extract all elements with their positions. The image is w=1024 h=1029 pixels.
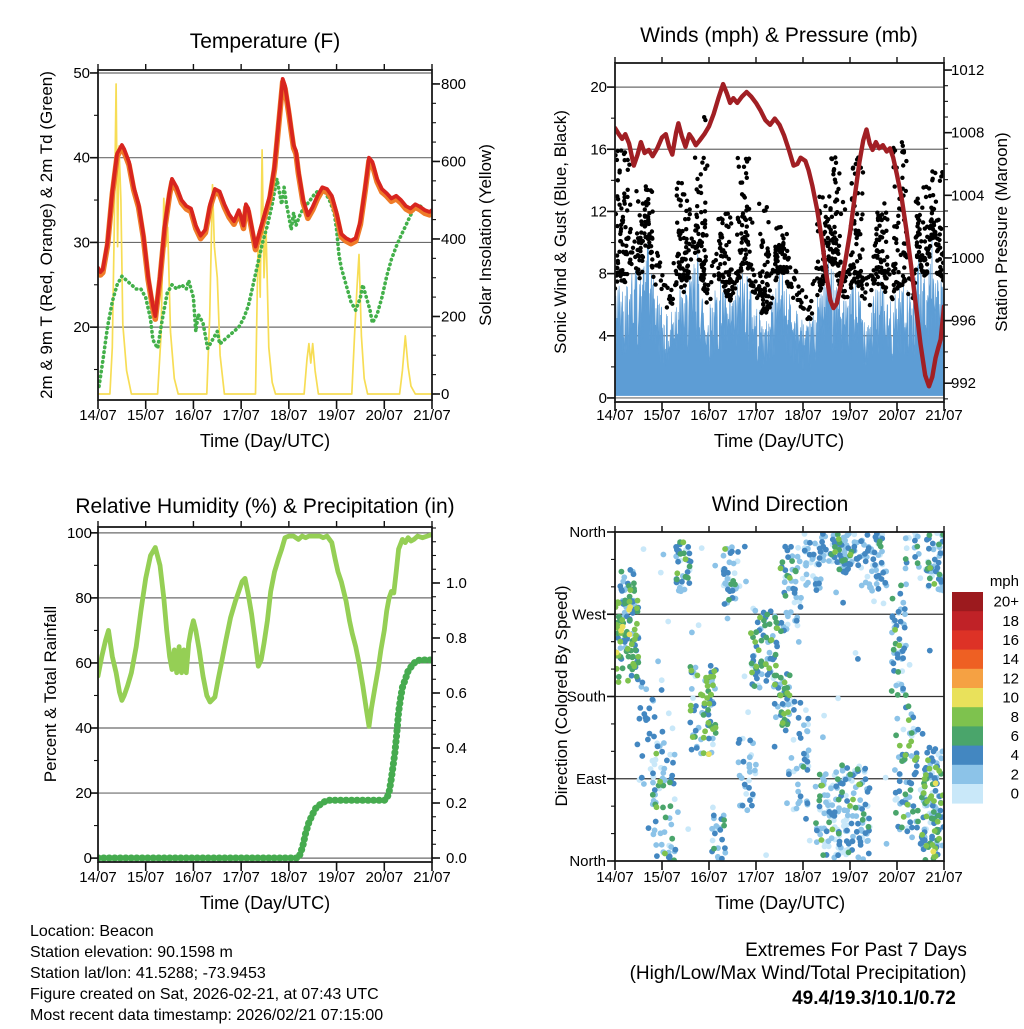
speed-colorbar (952, 592, 1019, 804)
axis-tick-label: 8 (598, 265, 607, 283)
axis-tick-label: 60 (75, 654, 92, 672)
x-tick-label: 15/07 (643, 407, 681, 424)
axis-tick-label: 16 (590, 141, 607, 159)
axis-tick-label: 0 (441, 385, 450, 403)
axis-tick-label: 100 (66, 524, 92, 542)
colorbar-label: 18 (1002, 612, 1019, 630)
axis-tick-label: 1004 (951, 187, 985, 205)
colorbar-label: 6 (1010, 728, 1019, 745)
winds-ylabel-left: Sonic Wind & Gust (Blue, Black) (551, 110, 570, 354)
extremes-values: 49.4/19.3/10.1/0.72 (792, 988, 956, 1009)
colorbar-label: 0 (1010, 785, 1019, 803)
axis-tick-label: 1.0 (446, 574, 467, 592)
winds-pressure-chart (590, 57, 984, 424)
x-tick-label: 15/07 (126, 869, 165, 886)
x-tick-label: 21/07 (925, 407, 963, 424)
colorbar-label: 16 (1002, 632, 1019, 649)
wind-direction-title: Wind Direction (711, 493, 849, 516)
axis-tick-label: 12 (590, 203, 607, 221)
station-elevation: Station elevation: 90.1598 m (30, 944, 233, 961)
chart-layers (67, 57, 1019, 886)
x-tick-label: 17/07 (737, 869, 775, 886)
x-tick-label: 18/07 (784, 869, 822, 886)
x-tick-label: 19/07 (317, 869, 356, 886)
axis-tick-label: 400 (441, 230, 467, 248)
total-rainfall-line (98, 660, 432, 858)
colorbar-title: mph (989, 573, 1019, 590)
x-tick-label: 16/07 (174, 869, 213, 886)
axis-tick-label: 996 (951, 312, 977, 330)
axis-tick-label: 0.4 (446, 740, 467, 758)
x-tick-label: 21/07 (413, 407, 451, 424)
x-tick-label: 19/07 (317, 407, 356, 424)
colorbar-label: 4 (1010, 747, 1019, 765)
axis-tick-label: North (569, 853, 606, 870)
wind-direction-chart (567, 524, 963, 886)
x-tick-label: 15/07 (126, 407, 165, 424)
figure-created-timestamp: Figure created on Sat, 2026-02-21, at 07:43 UTC (30, 986, 379, 1003)
axis-tick-label: 800 (441, 75, 467, 93)
colorbar-label: 8 (1010, 708, 1019, 726)
x-tick-label: 14/07 (79, 407, 117, 424)
station-info (30, 923, 383, 1024)
colorbar-label: 14 (1002, 651, 1019, 669)
x-tick-label: 16/07 (690, 407, 728, 424)
wind-direction-ylabel-left: Direction (Colored By Speed) (552, 585, 571, 807)
winds-xlabel: Time (Day/UTC) (713, 431, 845, 451)
x-tick-label: 21/07 (925, 869, 963, 886)
axis-tick-label: 200 (441, 308, 467, 326)
x-tick-label: 20/07 (365, 407, 404, 424)
axis-tick-label: 600 (441, 153, 467, 171)
axis-tick-label: 0.2 (446, 795, 467, 813)
extremes-heading: Extremes For Past 7 Days (745, 940, 967, 961)
station-location: Location: Beacon (30, 923, 154, 940)
temperature-xlabel: Time (Day/UTC) (199, 431, 331, 451)
wind-direction-xlabel: Time (Day/UTC) (714, 893, 846, 913)
axis-tick-label: 0.8 (446, 629, 467, 647)
x-tick-label: 17/07 (737, 407, 775, 424)
axis-tick-label: 0 (83, 850, 92, 868)
axis-tick-label: 30 (73, 234, 90, 252)
axis-tick-label: 0 (598, 389, 607, 407)
temperature-ylabel-right: Solar Insolation (Yellow) (476, 144, 495, 326)
axis-tick-label: 50 (73, 64, 90, 82)
x-tick-label: 20/07 (878, 407, 916, 424)
colorbar-label: 20+ (993, 593, 1019, 611)
humidity-precip-chart (67, 521, 467, 886)
humidity-title: Relative Humidity (%) & Precipitation (in) (75, 495, 455, 518)
axis-tick-label: 992 (951, 375, 977, 393)
winds-ylabel-right: Station Pressure (Maroon) (992, 132, 1011, 332)
extremes-subheading: (High/Low/Max Wind/Total Precipitation) (629, 963, 967, 984)
x-tick-label: 18/07 (270, 869, 308, 886)
x-tick-label: 20/07 (365, 869, 404, 886)
x-tick-label: 14/07 (79, 869, 117, 886)
axis-tick-label: 40 (75, 720, 92, 737)
colorbar-label: 12 (1002, 670, 1019, 688)
axis-tick-label: West (572, 606, 606, 624)
axis-tick-label: 20 (73, 319, 90, 337)
x-tick-label: 20/07 (878, 869, 916, 886)
extremes-summary (630, 940, 967, 1009)
axis-tick-label: 40 (73, 149, 90, 167)
axis-tick-label: 1008 (951, 124, 985, 142)
temperature-chart (73, 64, 466, 424)
axis-tick-label: 1012 (951, 62, 985, 80)
humidity-ylabel-left: Percent & Total Rainfall (41, 605, 60, 783)
axis-tick-label: 20 (590, 79, 607, 97)
relative-humidity-line (98, 535, 432, 727)
colorbar-label: 10 (1002, 689, 1019, 707)
temperature-title: Temperature (F) (189, 30, 341, 53)
colorbar-label: 2 (1010, 766, 1019, 784)
humidity-xlabel: Time (Day/UTC) (199, 893, 331, 913)
axis-tick-label: East (575, 770, 606, 788)
x-tick-label: 19/07 (831, 869, 869, 886)
x-tick-label: 19/07 (831, 407, 869, 424)
x-tick-label: 14/07 (596, 869, 634, 886)
axis-tick-label: 1000 (951, 249, 985, 267)
x-tick-label: 14/07 (596, 407, 634, 424)
axis-tick-label: 4 (598, 327, 607, 345)
x-tick-label: 18/07 (270, 407, 308, 424)
recent-data-timestamp: Most recent data timestamp: 2026/02/21 07:15:00 (30, 1007, 384, 1024)
axis-tick-label: 20 (75, 785, 92, 803)
x-tick-label: 16/07 (174, 407, 213, 424)
x-tick-label: 17/07 (222, 869, 260, 886)
sonic-wind-area (615, 236, 944, 396)
x-tick-label: 16/07 (690, 869, 728, 886)
axis-tick-label: 0.6 (446, 685, 467, 703)
winds-title: Winds (mph) & Pressure (mb) (640, 24, 918, 47)
x-tick-label: 18/07 (784, 407, 822, 424)
axis-tick-label: 0.0 (446, 850, 467, 868)
station-latlon: Station lat/lon: 41.5288; -73.9453 (30, 965, 266, 982)
axis-tick-label: North (569, 524, 606, 541)
x-tick-label: 21/07 (413, 869, 451, 886)
axis-tick-label: South (566, 688, 606, 706)
axis-tick-label: 80 (75, 589, 92, 607)
x-tick-label: 15/07 (643, 869, 681, 886)
x-tick-label: 17/07 (222, 407, 260, 424)
temperature-ylabel-left: 2m & 9m T (Red, Orange) & 2m Td (Green) (37, 71, 56, 399)
